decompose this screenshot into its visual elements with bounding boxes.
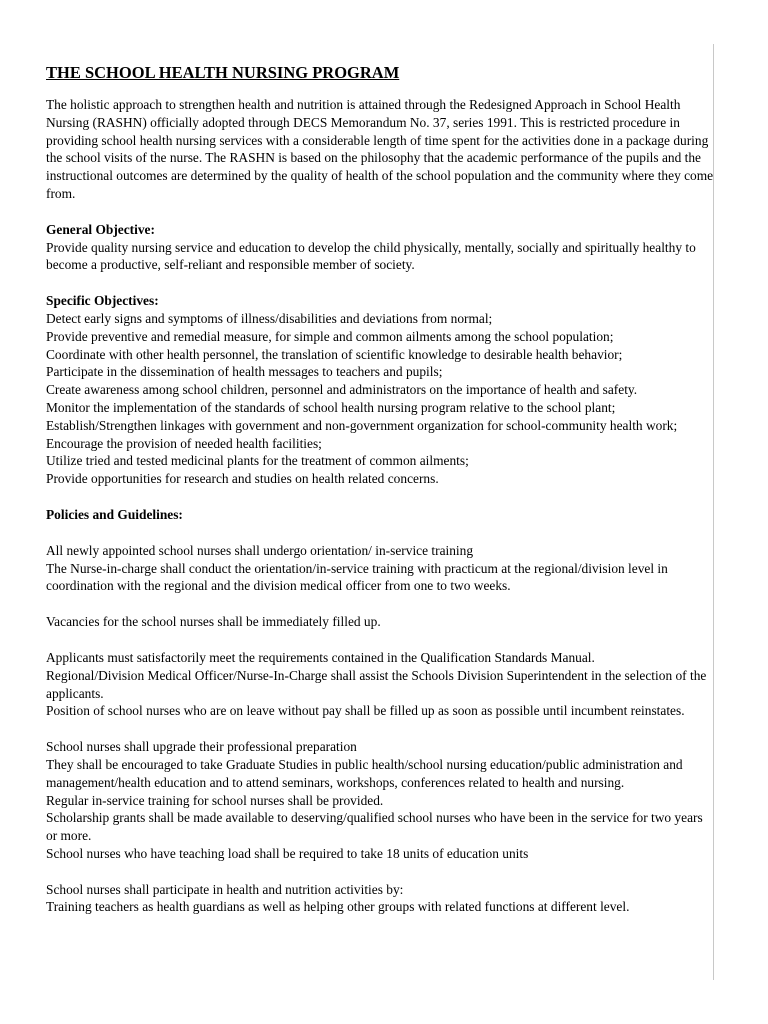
policy-line: School nurses shall upgrade their professional preparation [46,739,357,755]
policy-line: School nurses who have teaching load shall be required to take 18 units of education units [46,845,529,861]
intro-paragraph: The holistic approach to strengthen health and nutrition is attained through the Redesigned Approach in School Health Nursing (RASHN) officially adopted through DECS Memorandum No. 37, series 1991. This is restricted procedure in providing school health nursing services with a considerable length of time spent for the activities done in a package during the school visits of the nurse. The RASHN is based on the philosophy that the academic performance of the pupils and the instructional outcomes are determined by the quality of health of the school population and the community where they come from. [46,97,714,201]
specific-objective-item: Monitor the implementation of the standards of school health nursing program relative to the school plant; [46,399,616,415]
specific-objective-item: Utilize tried and tested medicinal plants for the treatment of common ailments; [46,453,469,469]
document-body [46,62,716,934]
policy-vacancies [46,613,716,631]
policy-line: Vacancies for the school nurses shall be immediately filled up. [46,614,381,630]
specific-objective-item: Create awareness among school children, personnel and administrators on the importance of health and safety. [46,382,638,398]
specific-objective-item: Establish/Strengthen linkages with government and non-government organization for school-community health work; [46,417,678,433]
policy-line: Training teachers as health guardians as well as helping other groups with related functions at different level. [46,899,630,915]
specific-objective-item: Coordinate with other health personnel, the translation of scientific knowledge to desirable health behavior; [46,346,623,362]
policies-heading-block [46,506,716,524]
policies-heading: Policies and Guidelines: [46,506,183,522]
general-objective-heading: General Objective: [46,221,155,237]
general-objective-section [46,221,716,274]
specific-objective-item: Participate in the dissemination of health messages to teachers and pupils; [46,364,443,380]
specific-objective-item: Provide opportunities for research and studies on health related concerns. [46,471,439,487]
specific-objectives-heading: Specific Objectives: [46,293,159,309]
policy-upgrade [46,738,716,863]
policy-line: Regular in-service training for school nurses shall be provided. [46,792,384,808]
policy-line: All newly appointed school nurses shall undergo orientation/ in-service training [46,542,474,558]
document-title: THE SCHOOL HEALTH NURSING PROGRAM [46,63,400,82]
general-objective-text: Provide quality nursing service and education to develop the child physically, mentally, socially and spiritually healthy to become a productive, self-reliant and responsible member of society. [46,239,696,273]
policy-orientation [46,542,716,595]
specific-objectives-section [46,292,716,488]
policy-line: They shall be encouraged to take Graduate Studies in public health/school nursing education/public administration and management/health education and to attend seminars, workshops, conferences related to health and nursing. [46,756,683,790]
policy-applicants [46,649,716,720]
policy-line: Scholarship grants shall be made available to deserving/qualified school nurses who have been in the service for two years or more. [46,810,703,844]
specific-objective-item: Encourage the provision of needed health facilities; [46,435,322,451]
specific-objective-item: Detect early signs and symptoms of illness/disabilities and deviations from normal; [46,310,493,326]
policy-line: Regional/Division Medical Officer/Nurse-In-Charge shall assist the Schools Division Superintendent in the selection of the applicants. [46,667,707,701]
policy-line: The Nurse-in-charge shall conduct the orientation/in-service training with practicum at the regional/division level in coordination with the regional and the division medical officer from one to two weeks. [46,560,668,594]
policy-line: School nurses shall participate in health and nutrition activities by: [46,881,404,897]
policy-line: Applicants must satisfactorily meet the requirements contained in the Qualification Standards Manual. [46,649,595,665]
policy-participation [46,881,716,917]
specific-objective-item: Provide preventive and remedial measure, for simple and common ailments among the school population; [46,328,614,344]
policy-line: Position of school nurses who are on leave without pay shall be filled up as soon as possible until incumbent reinstates. [46,703,685,719]
